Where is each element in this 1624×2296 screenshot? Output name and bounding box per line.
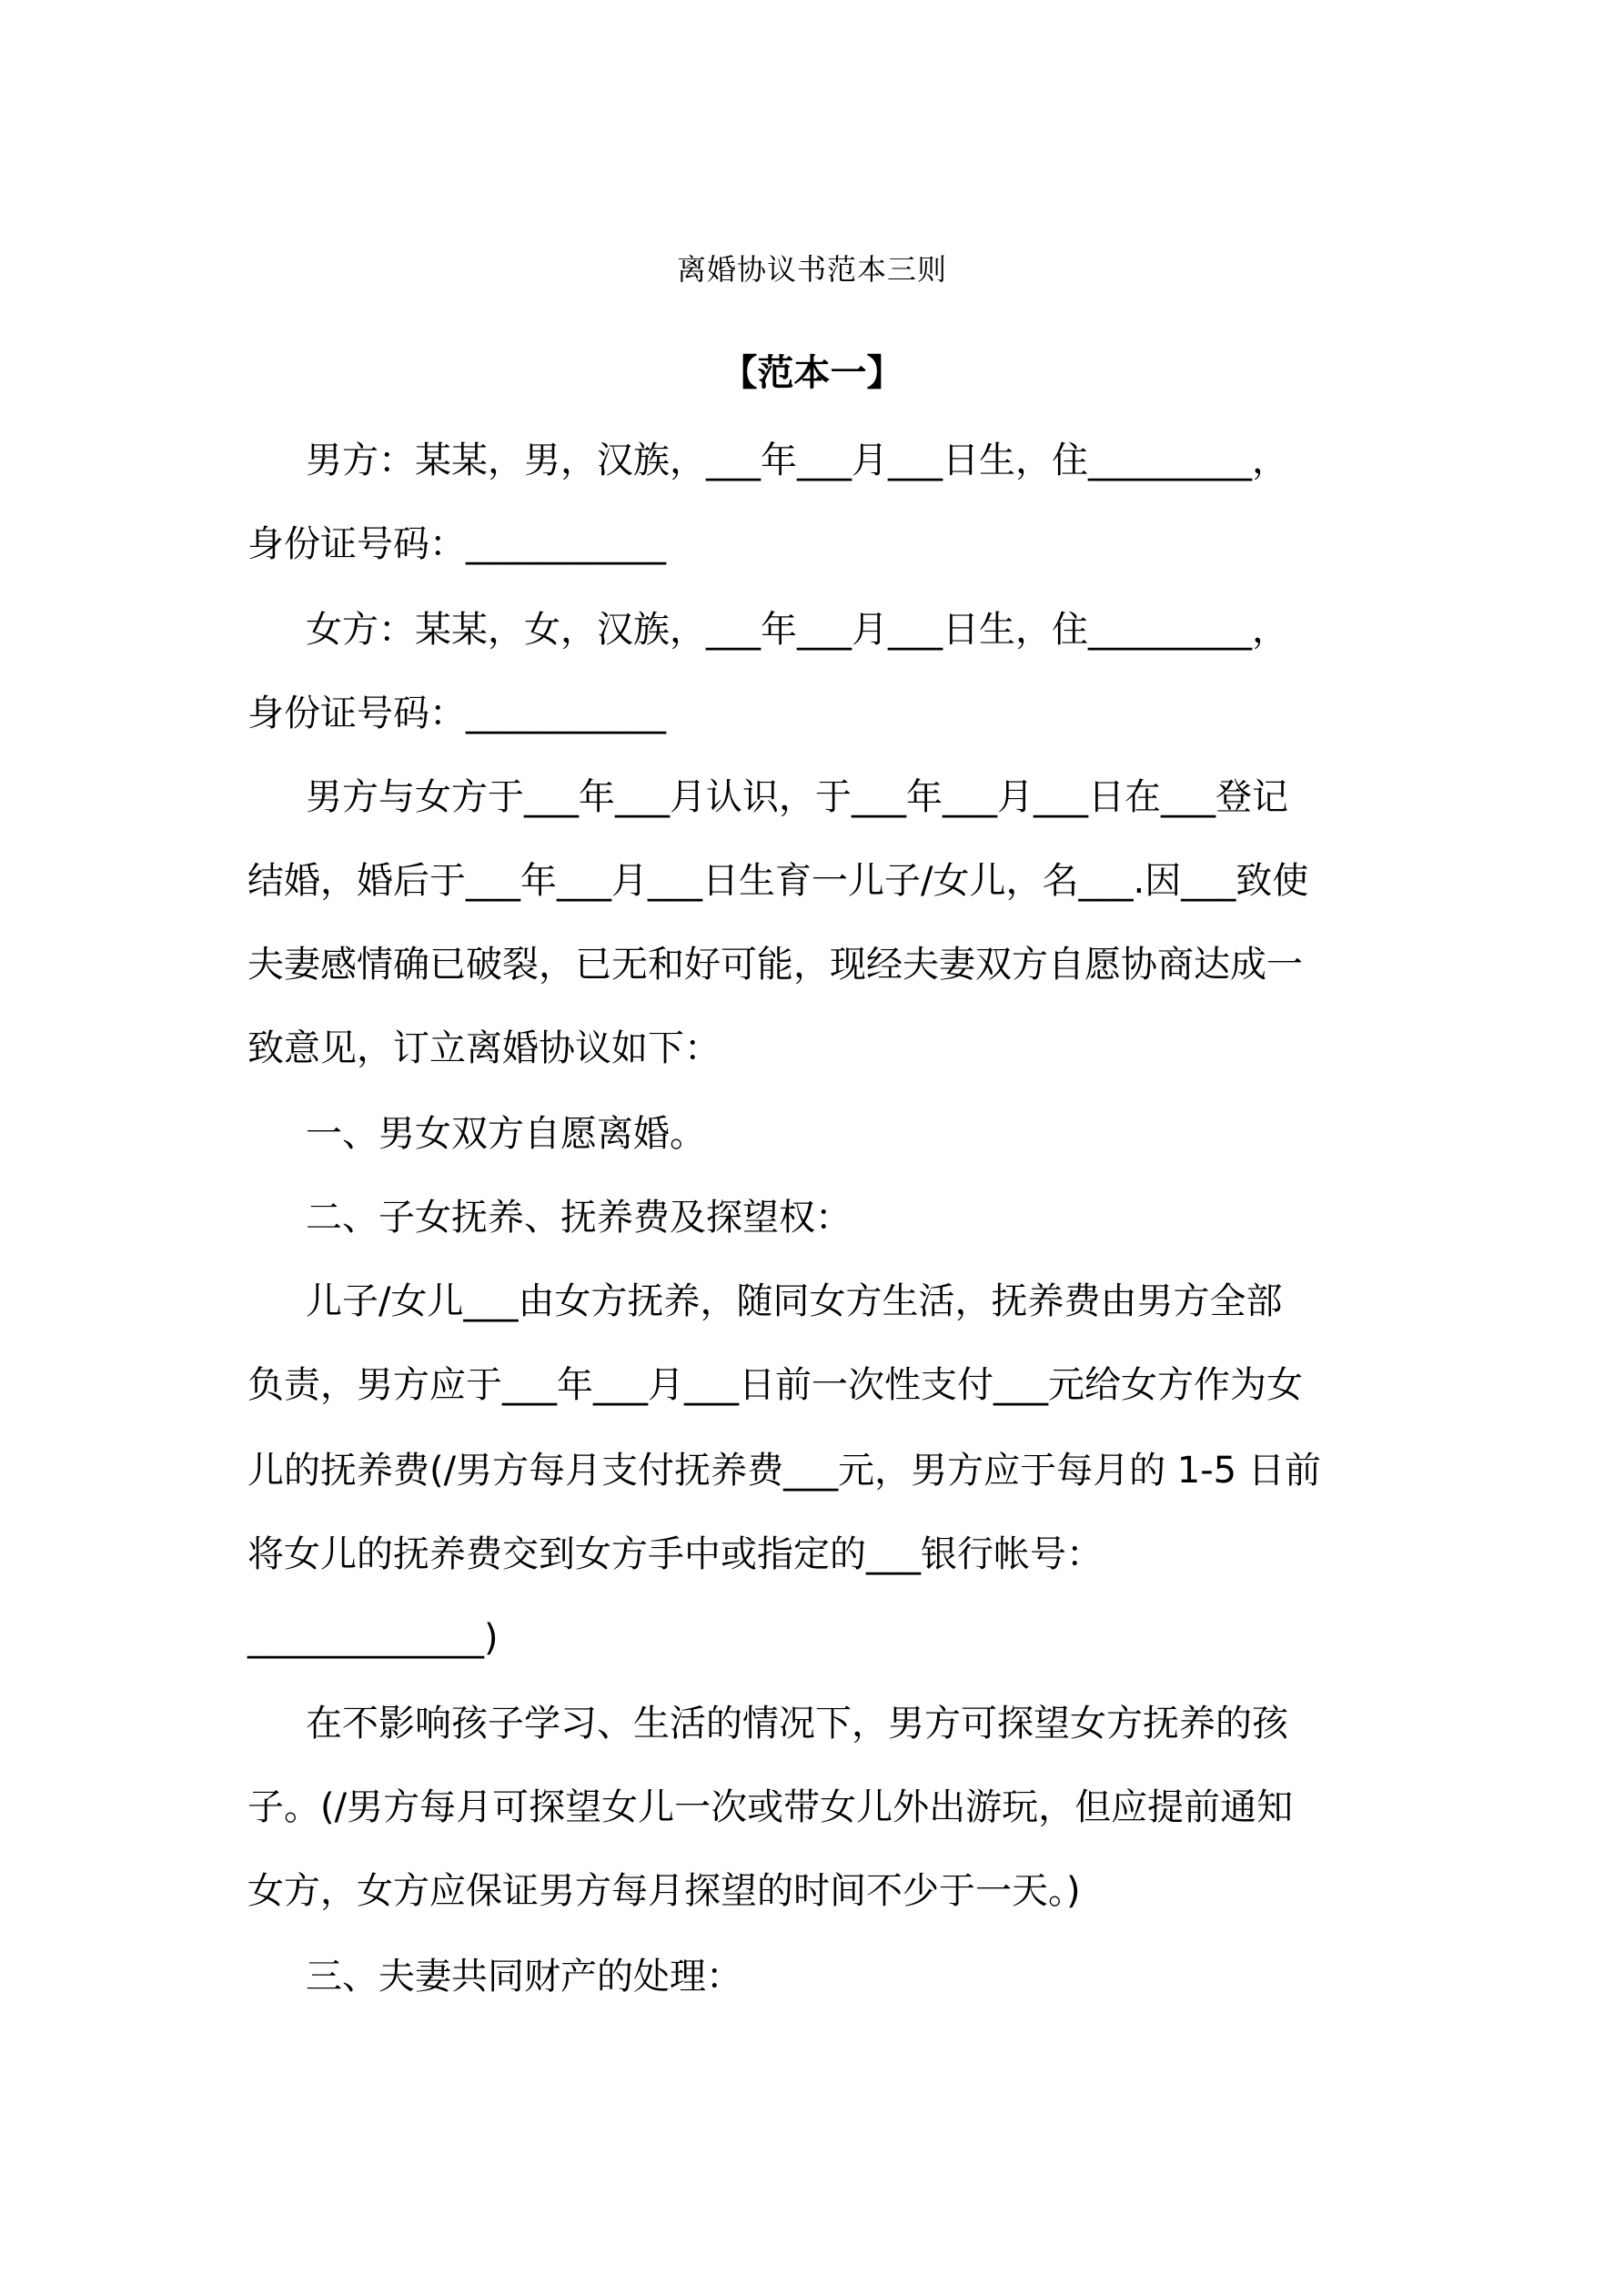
paragraph-line: 致意见，订立离婚协议如下： [247,1027,721,1069]
female-party-line: 女方：某某，女，汉族，___年___月___日生，住_________， [306,609,1288,651]
clause-heading: 二、子女抚养、抚养费及探望权： [306,1197,852,1239]
paragraph-line: _____________) [247,1617,499,1659]
paragraph-line: 子。(/男方每月可探望女儿一次或带女儿外出游玩，但应提前通知 [247,1786,1294,1828]
male-party-line: 男方：某某，男，汉族，___年___月___日生，住_________， [306,440,1288,481]
paragraph-line: 将女儿的抚养费交到女方手中或指定的___银行帐号： [247,1533,1103,1575]
paragraph-line: 儿的抚养费(/男方每月支付抚养费___元，男方应于每月的 1-5 日前 [247,1450,1321,1492]
paragraph-line: 儿子/女儿___由女方抚养，随同女方生活，抚养费由男方全部 [306,1280,1283,1322]
male-id-line: 身份证号码：___________ [247,523,666,565]
paragraph-line: 结婚，婚后于___年___月___日生育一儿子/女儿，名___.因___致使 [247,860,1309,902]
document-title: 离婚协议书范本三则 [676,252,947,287]
paragraph-line: 夫妻感情确已破裂，已无和好可能，现经夫妻双方自愿协商达成一 [247,944,1303,986]
section-heading: 【范本一】 [721,352,903,394]
paragraph-line: 女方，女方应保证男方每月探望的时间不少于一天。) [247,1870,1081,1912]
clause-heading: 三、夫妻共同财产的处理： [306,1956,742,1998]
paragraph-line: 男方与女方于___年___月认识，于___年___月___日在___登记 [306,776,1288,818]
female-id-line: 身份证号码：___________ [247,693,666,734]
paragraph-line: 负责，男方应于___年___月___日前一次性支付___元给女方作为女 [247,1364,1303,1406]
paragraph-line: 在不影响孩子学习、生活的情况下，男方可探望女方抚养的孩 [306,1703,1288,1745]
clause-heading: 一、男女双方自愿离婚。 [306,1113,706,1155]
